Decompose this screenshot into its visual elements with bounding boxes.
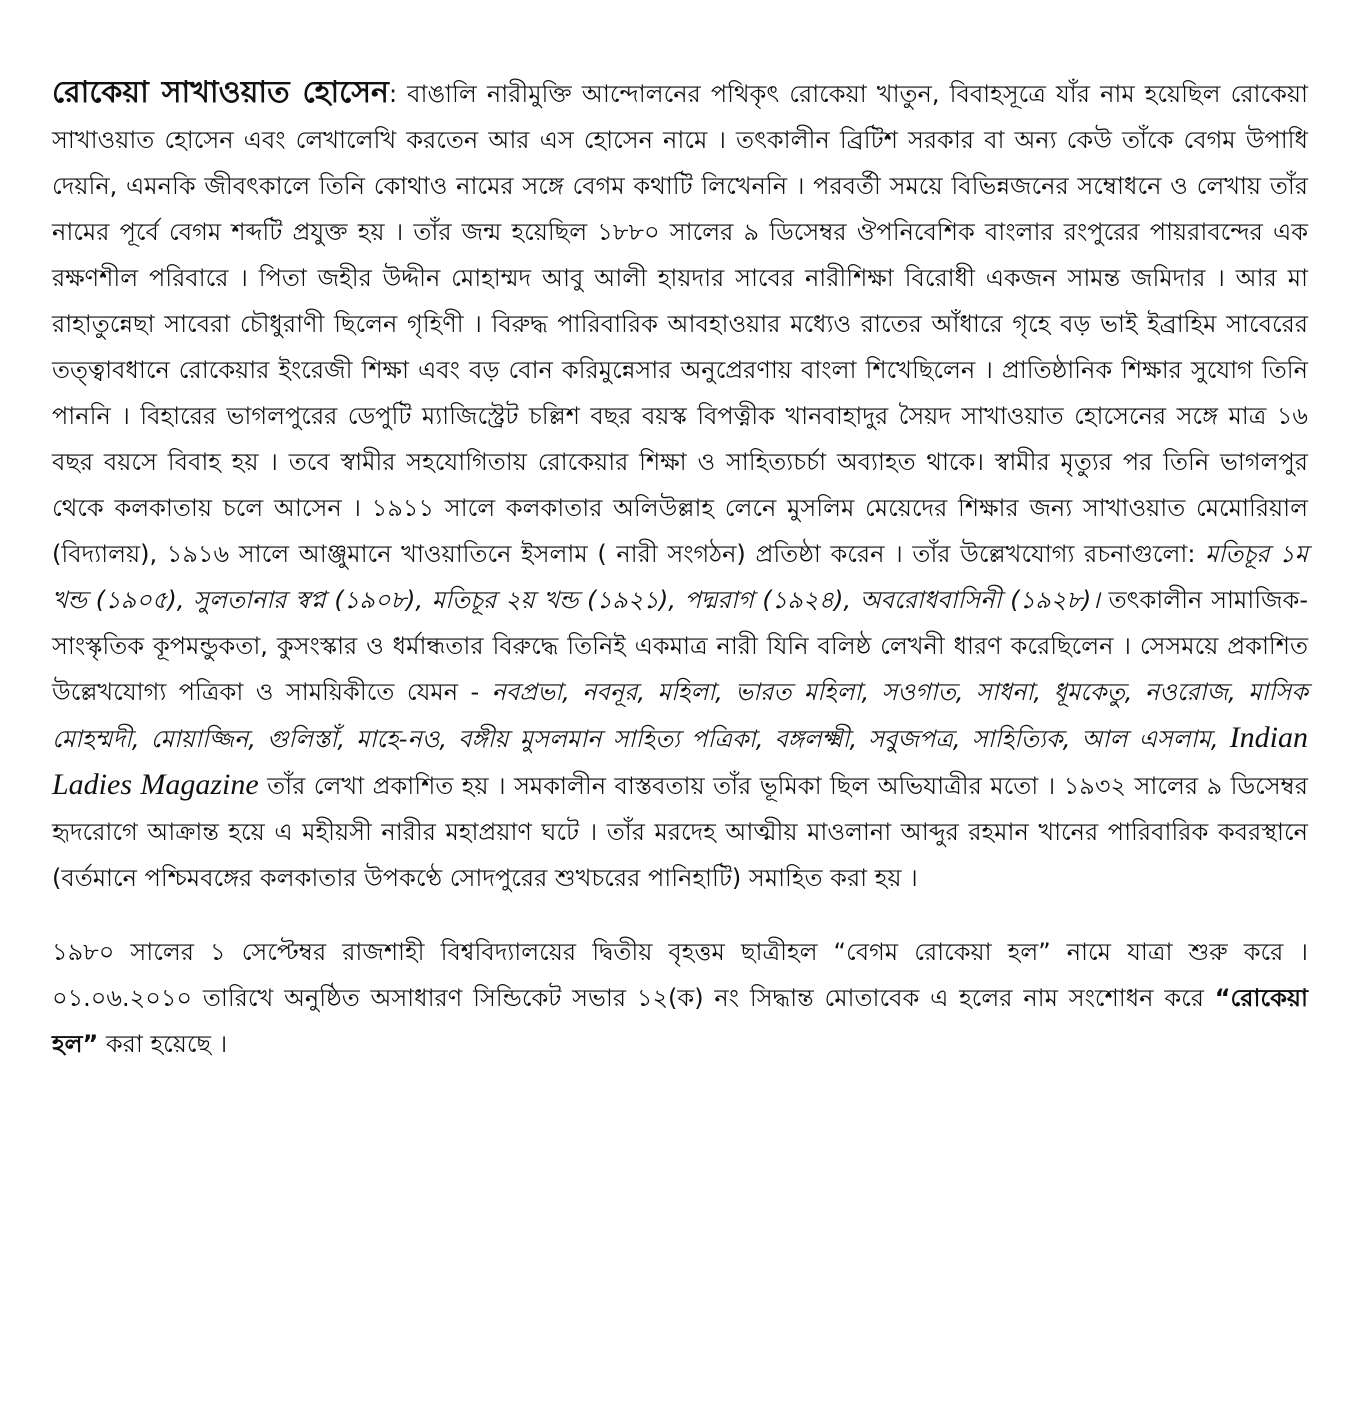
english-journal-name: Indian Ladies Magazine xyxy=(52,721,1308,801)
hall-history-end: করা হয়েছে । xyxy=(98,1030,228,1058)
biography-intro-text: : বাঙালি নারীমুক্তি আন্দোলনের পথিকৃৎ রোকেয়া খাতুন, বিবাহসূত্রে যাঁর নাম হয়েছিল রোকেয়া সাখাওয়াত হোসেন এবং লেখালেখি করতেন আর এস হোসেন নামে । তৎকালীন ব্রিটিশ সরকার বা অন্য কেউ তাঁকে বেগম উপাধি দেয়নি, এমনকি জীবৎকালে তিনি কোথাও নামের সঙ্গে বেগম কথাটি লিখেননি । পরবর্তী সময়ে বিভিন্নজনের সম্বোধনে ও লেখায় তাঁর নামের পূর্বে বেগম শব্দটি প্রযুক্ত হয় । তাঁর জন্ম হয়েছিল ১৮৮০ সালের ৯ ডিসেম্বর ঔপনিবেশিক বাংলার রংপুরের পায়রাবন্দের এক রক্ষণশীল পরিবারে । পিতা জহীর উদ্দীন মোহাম্মদ আবু আলী হায়দার সাবের নারীশিক্ষা বিরোধী একজন সামন্ত জমিদার । আর মা রাহাতুন্নেছা সাবেরা চৌধুরাণী ছিলেন গৃহিণী । বিরুদ্ধ পারিবারিক আবহাওয়ার মধ্যেও রাতের আঁধারে গৃহে বড় ভাই ইব্রাহিম সাবেরের তত্ত্বাবধানে রোকেয়ার ইংরেজী শিক্ষা এবং বড় বোন করিমুন্নেসার অনুপ্রেরণায় বাংলা শিখেছিলেন । প্রাতিষ্ঠানিক শিক্ষার সুযোগ তিনি পাননি । বিহারের ভাগলপুরের ডেপুটি ম্যাজিস্ট্রেট চল্লিশ বছর বয়স্ক বিপত্নীক খানবাহাদুর সৈয়দ সাখাওয়াত হোসেনের সঙ্গে মাত্র ১৬ বছর বয়সে বিবাহ হয় । তবে স্বামীর সহযোগিতায় রোকেয়ার শিক্ষা ও সাহিত্যচর্চা অব্যাহত থাকে। স্বামীর মৃত্যুর পর তিনি ভাগলপুর থেকে কলকাতায় চলে আসেন । ১৯১১ সালে কলকাতার অলিউল্লাহ লেনে মুসলিম মেয়েদের শিক্ষার জন্য সাখাওয়াত মেমোরিয়াল (বিদ্যালয়), ১৯১৬ সালে আঞ্জুমানে খাওয়াতিনে ইসলাম ( নারী সংগঠন) প্রতিষ্ঠা করেন । তাঁর উল্লেখযোগ্য রচনাগুলো: xyxy=(52,80,1309,568)
biography-title: রোকেয়া সাখাওয়াত হোসেন xyxy=(52,75,389,110)
biography-after-works-text: তৎকালীন সামাজিক-সাংস্কৃতিক কূপমন্ডুকতা, কুসংস্কার ও ধর্মান্ধতার বিরুদ্ধে তিনিই একমাত্র নারী যিনি বলিষ্ঠ লেখনী ধারণ করেছিলেন । সেসময়ে প্রকাশিত উল্লেখযোগ্য পত্রিকা ও সাময়িকীতে যেমন - xyxy=(52,586,1308,706)
hall-history-text: ১৯৮০ সালের ১ সেপ্টেম্বর রাজশাহী বিশ্ববিদ্যালয়ের দ্বিতীয় বৃহত্তম ছাত্রীহল “বেগম রোকেয়া হল” নামে যাত্রা শুরু করে । ০১.০৬.২০১০ তারিখে অনুষ্ঠিত অসাধারণ সিন্ডিকেট সভার ১২(ক) নং সিদ্ধান্ত মোতাবেক এ হলের নাম সংশোধন করে xyxy=(52,938,1308,1012)
biography-paragraph xyxy=(52,70,1308,901)
journals-list: নবপ্রভা, নবনূর, মহিলা, ভারত মহিলা, সওগাত, সাধনা, ধূমকেতু, নওরোজ, মাসিক মোহম্মদী, মোয়াজ্জিন, গুলিস্তাঁ, মাহে-নও, বঙ্গীয় মুসলমান সাহিত্য পত্রিকা, বঙ্গলক্ষ্মী, সবুজপত্র, সাহিত্যিক, আল এসলাম, xyxy=(52,678,1308,753)
biography-closing-text: তাঁর লেখা প্রকাশিত হয় । সমকালীন বাস্তবতায় তাঁর ভূমিকা ছিল অভিযাত্রীর মতো । ১৯৩২ সালের ৯ ডিসেম্বর হৃদরোগে আক্রান্ত হয়ে এ মহীয়সী নারীর মহাপ্রয়াণ ঘটে । তাঁর মরদেহ আত্মীয় মাওলানা আব্দুর রহমান খানের পারিবারিক কবরস্থানে (বর্তমানে পশ্চিমবঙ্গের কলকাতার উপকণ্ঠে সোদপুরের শুখচরের পানিহাটি) সমাহিত করা হয় । xyxy=(52,772,1308,892)
hall-new-name: “রোকেয়া হল” xyxy=(52,984,1308,1058)
works-list: মতিচূর ১ম খন্ড (১৯০৫), সুলতানার স্বপ্ন (১৯০৮), মতিচূর ২য় খন্ড (১৯২১), পদ্মরাগ (১৯২৪), অবরোধবাসিনী (১৯২৮)। xyxy=(52,540,1308,614)
document-page xyxy=(52,70,1308,1067)
hall-history-paragraph xyxy=(52,929,1308,1067)
